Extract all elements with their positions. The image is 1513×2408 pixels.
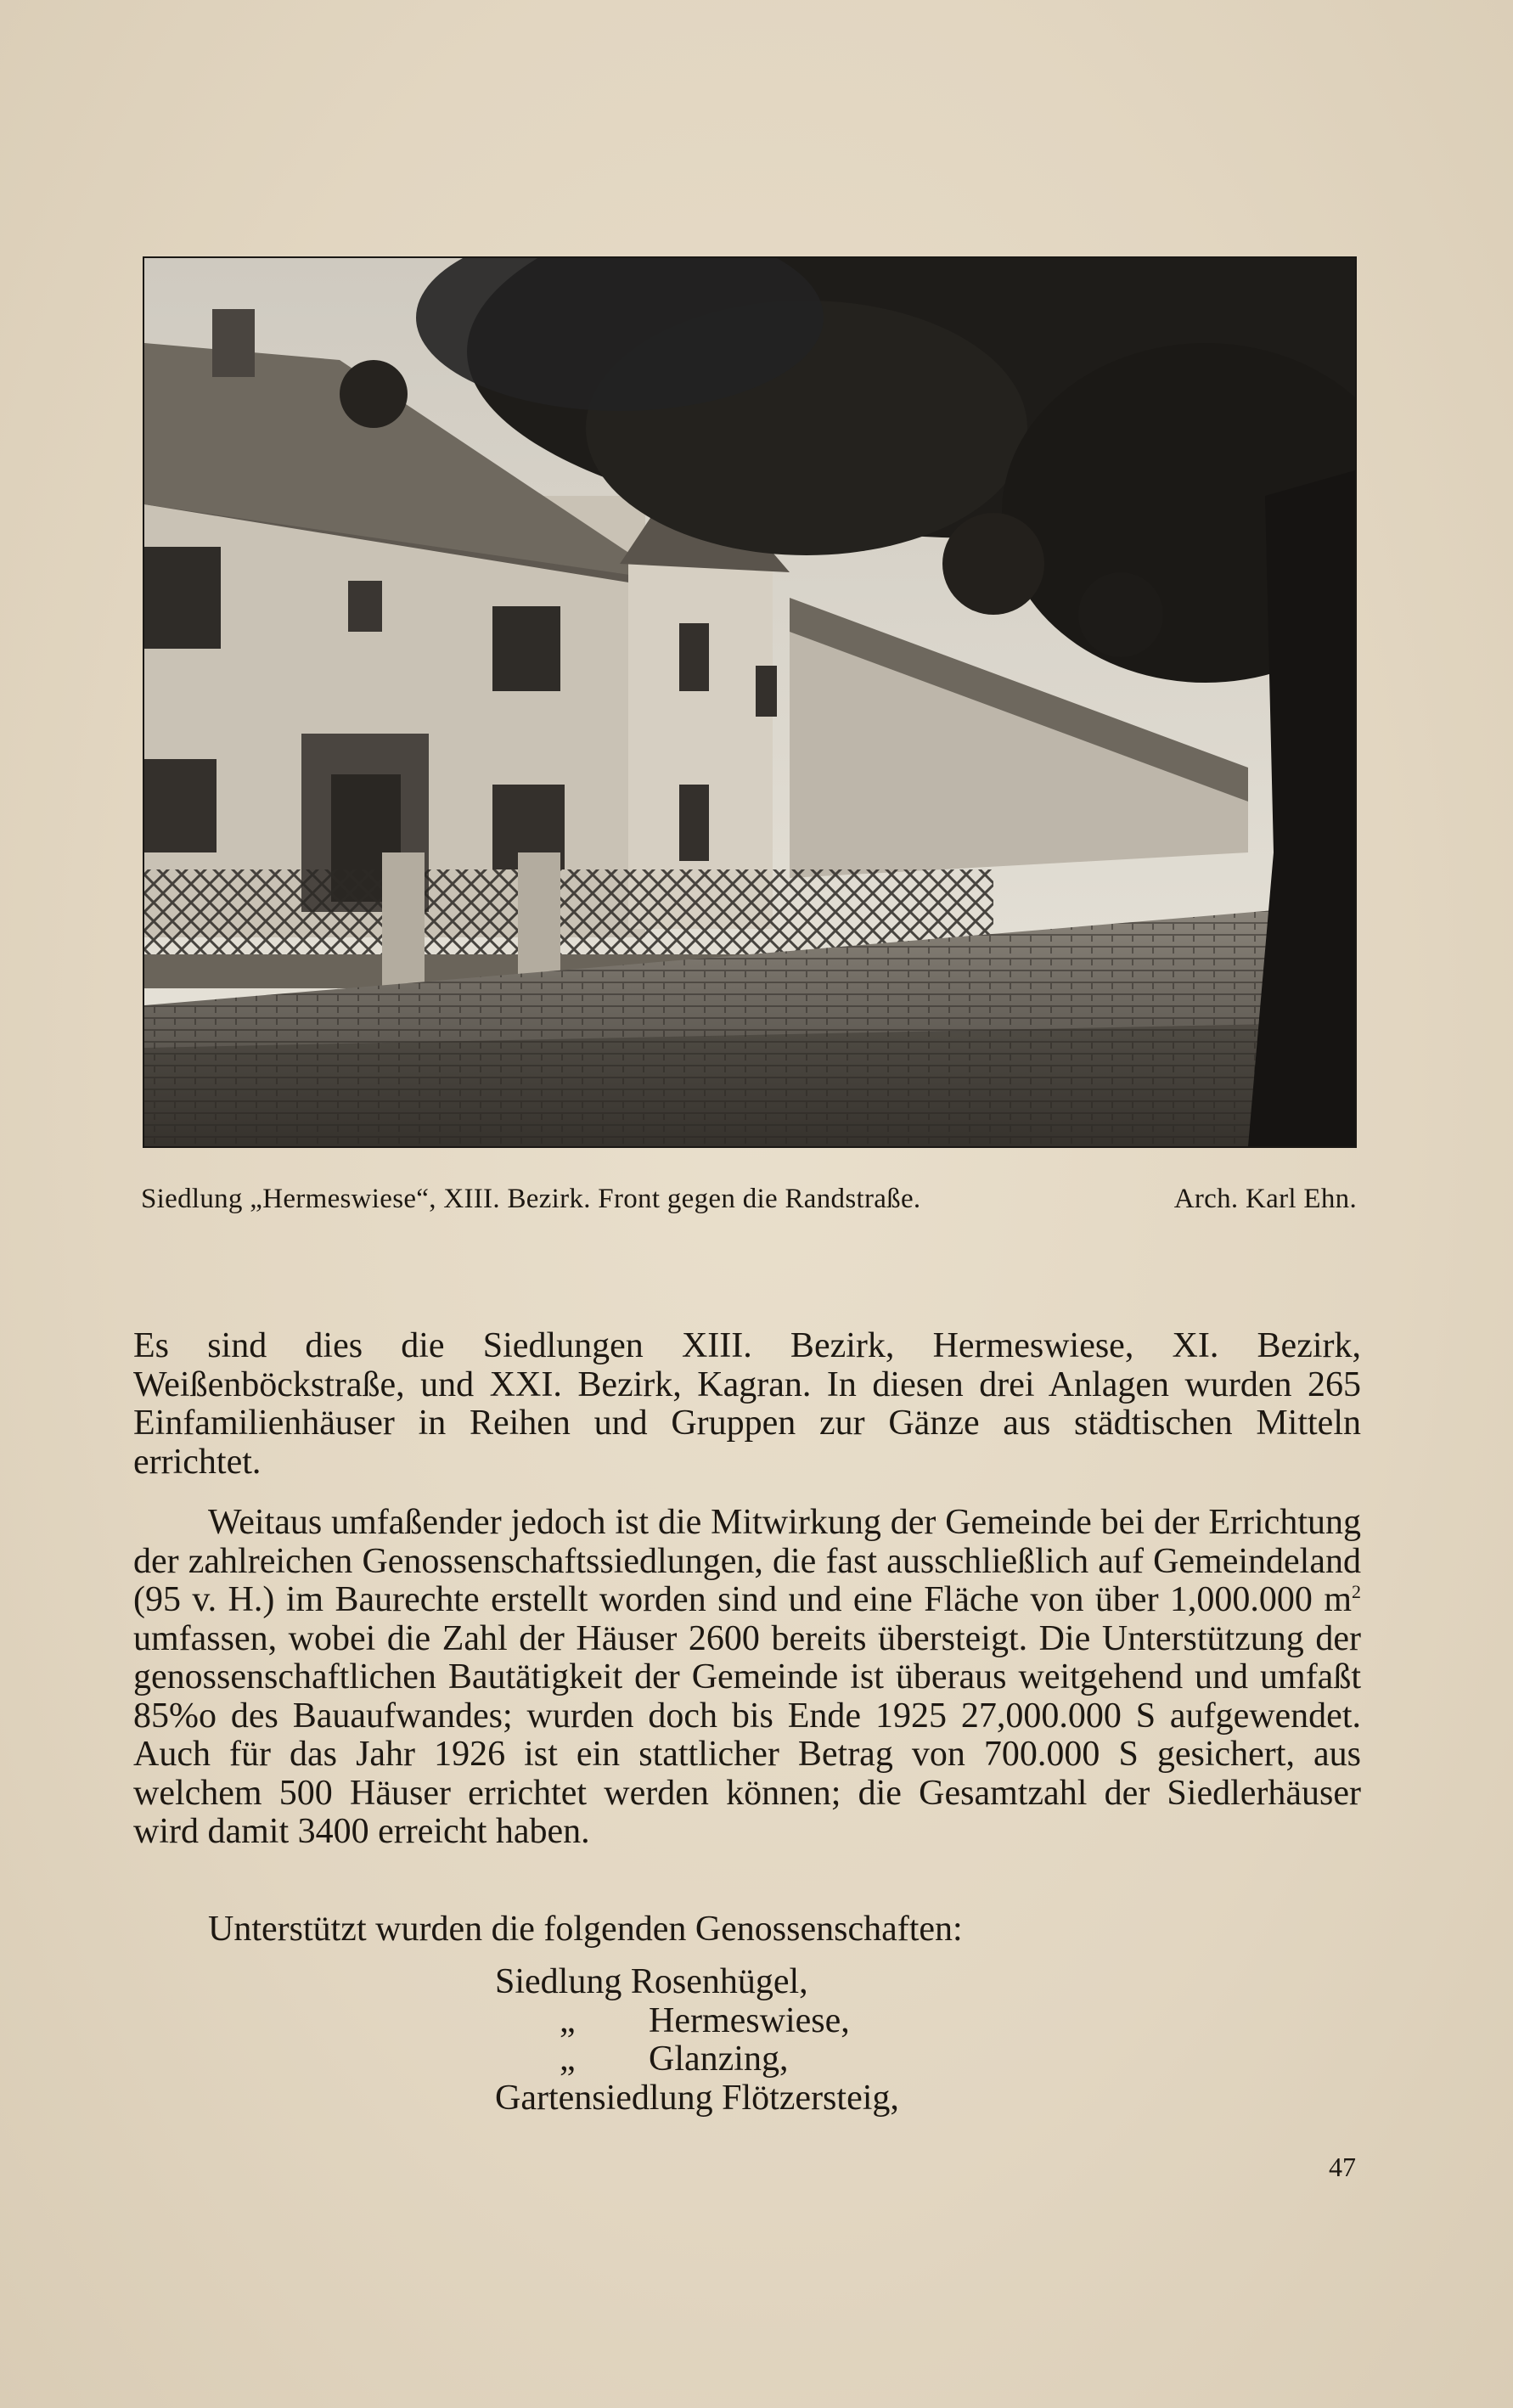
paragraph-list-intro: Unterstützt wurden die folgenden Genossenschaften:: [208, 1910, 963, 1949]
list-item: Gartensiedlung Flötzersteig,: [495, 2078, 899, 2118]
paragraph-settlements: Es sind dies die Siedlungen XIII. Bezirk, Hermeswiese, XI. Bezirk, Weißenböckstraße, und XXI. Bezirk, Kagran. In diesen drei Anlagen wurden 265 Einfamilienhäuser in Reihen und Gruppen zur Gänze aus städtischen Mitteln errichtet.: [133, 1326, 1361, 1482]
paragraph-cooperative-support: [133, 1504, 1361, 1852]
list-item-label: Hermeswiese,: [649, 2000, 850, 2040]
ditto-mark: „: [560, 2039, 576, 2079]
list-item: Siedlung Rosenhügel,: [495, 1962, 808, 2001]
paragraph-text-part-2: umfassen, wobei die Zahl der Häuser 2600 bereits übersteigt. Die Unterstützung der genossenschaftlichen Bautätigkeit der Gemeinde ist überaus weitgehend und umfaßt 85%o des Bauaufwandes; wurden doch bis Ende 1925 27,000.000 S aufgewendet. Auch für das Jahr 1926 ist ein stattlicher Betrag von 700.000 S gesichert, aus welchem 500 Häuser errichtet werden können; die Gesamtzahl der Siedlerhäuser wird damit 3400 erreicht haben.: [133, 1618, 1361, 1851]
caption-architect: Arch. Karl Ehn.: [1173, 1184, 1357, 1214]
list-item: [495, 2040, 899, 2079]
ditto-mark: „: [560, 2000, 576, 2040]
superscript-2: 2: [1352, 1581, 1361, 1602]
settlement-photograph: [144, 258, 1355, 1146]
caption-title: Siedlung „Hermeswiese“, XIII. Bezirk. Front gegen die Randstraße.: [141, 1184, 921, 1214]
page-number: 47: [1329, 2152, 1356, 2182]
list-item: [495, 2002, 899, 2041]
cooperatives-list: [495, 1963, 899, 2118]
paragraph-text-part-1: Weitaus umfaßender jedoch ist die Mitwirkung der Gemeinde bei der Errichtung der zahlreichen Genossenschaftssiedlungen, die fast ausschließlich auf Gemeindeland (95 v. H.) im Baurechte erstellt worden sind und eine Fläche von über 1,000.000 m: [133, 1503, 1361, 1619]
list-item-label: Glanzing,: [649, 2039, 789, 2079]
